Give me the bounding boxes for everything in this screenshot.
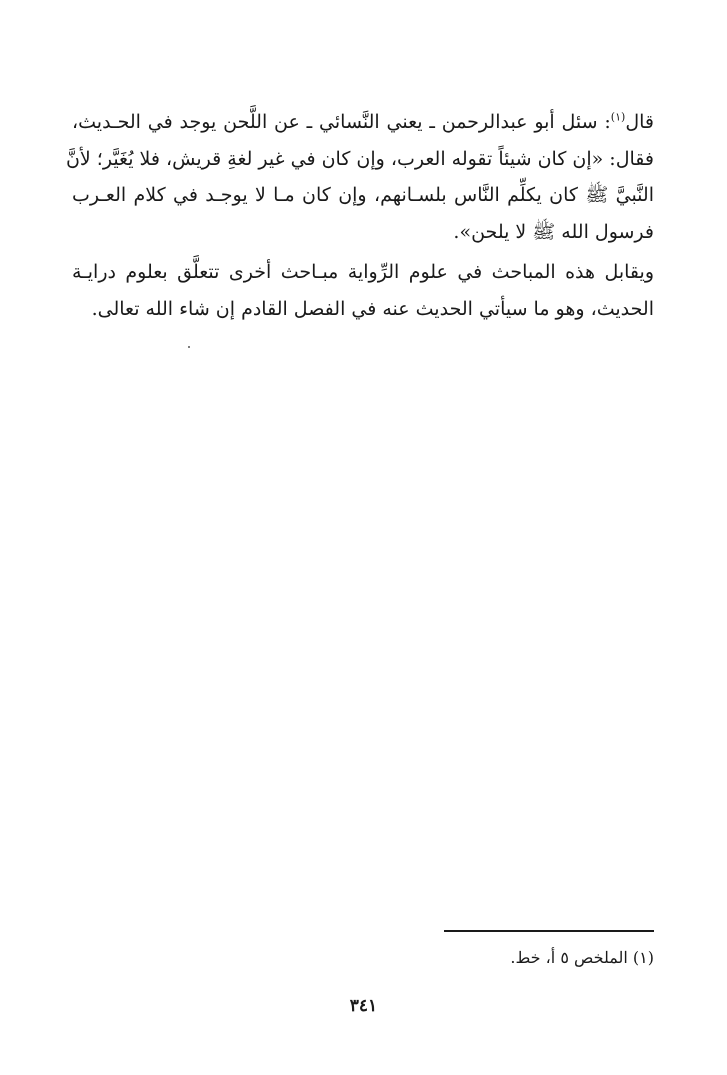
text-line: فقال: «إن كان شيئاً تقوله العرب، وإن كان في غير لغةِ قريش، فلا يُغَيَّر؛ لأنَّ <box>65 147 654 170</box>
text-line: النَّبيَّ ﷺ كان يكلِّم النَّاس بلسـانهم، وإن كان مـا لا يوجـد في كلام العـرب <box>72 184 654 206</box>
footnote-ref[interactable]: (١) <box>610 110 626 124</box>
text-line <box>72 104 654 141</box>
line-rest: : سئل أبو عبدالرحمن ـ يعني النَّسائي ـ عن اللَّحن يوجد في الحـديث، <box>72 111 611 133</box>
footnote: (١) الملخص ٥ أ، خط. <box>510 948 654 967</box>
paragraph-hadith-quote <box>65 104 654 250</box>
text-line: ويقابل هذه المباحث في علوم الرِّواية مبـاحث أخرى تتعلَّق بعلوم درايـة <box>72 261 654 283</box>
text-line: الحديث، وهو ما سيأتي الحديث عنه في الفصل القادم إن شاء الله تعالى. <box>91 297 654 320</box>
paragraph-transition <box>72 254 654 327</box>
text-line: فرسول الله ﷺ لا يلحن». <box>453 220 654 243</box>
line-start: قال <box>625 111 654 133</box>
footnote-separator <box>444 930 654 932</box>
page-number: ٣٤١ <box>349 996 378 1016</box>
scan-speck <box>188 346 190 348</box>
